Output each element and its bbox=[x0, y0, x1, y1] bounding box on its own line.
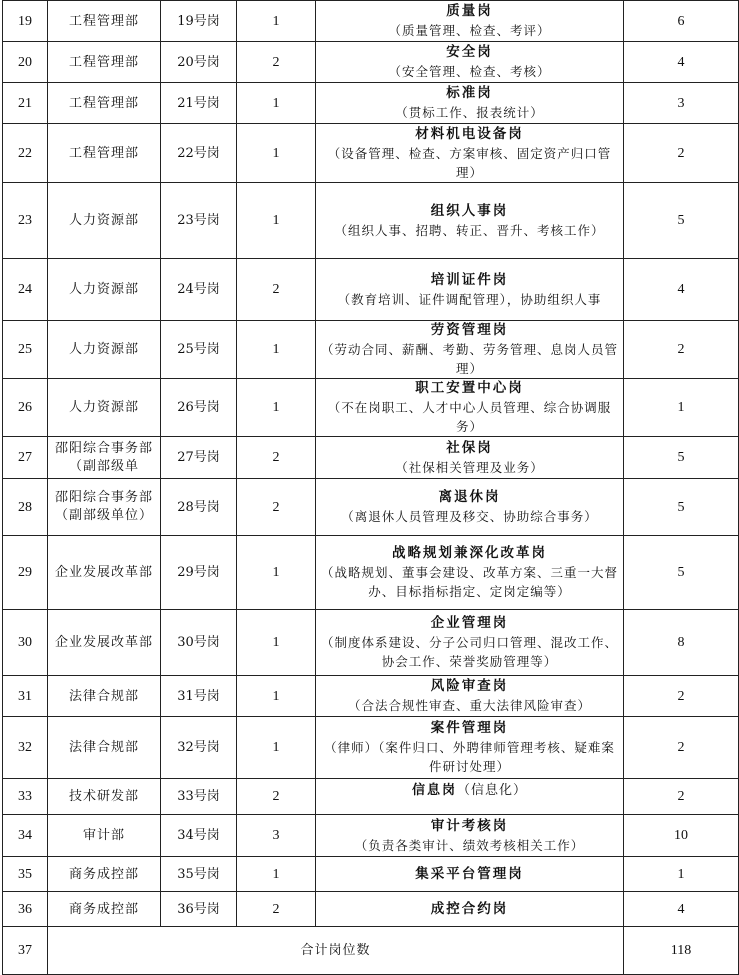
position-cell bbox=[316, 857, 624, 892]
headcount-cell: 1 bbox=[237, 717, 316, 779]
table-row bbox=[3, 124, 739, 183]
total-cell: 4 bbox=[624, 259, 739, 321]
total-cell: 3 bbox=[624, 83, 739, 124]
position-cell bbox=[316, 779, 624, 815]
headcount-cell: 1 bbox=[237, 610, 316, 676]
department-cell: 工程管理部 bbox=[48, 42, 161, 83]
position-description: （社保相关管理及业务） bbox=[395, 459, 544, 475]
position-description: （合法合规性审查、重大法律风险审查） bbox=[347, 698, 591, 713]
position-cell bbox=[316, 42, 624, 83]
position-cell bbox=[316, 379, 624, 437]
table-row bbox=[3, 83, 739, 124]
row-number: 30 bbox=[3, 610, 48, 676]
department-cell: 审计部 bbox=[48, 815, 161, 857]
summary-row bbox=[3, 927, 739, 975]
position-title: 企业管理岗 bbox=[430, 615, 509, 631]
position-code-cell: 24号岗 bbox=[161, 259, 237, 321]
table-row bbox=[3, 379, 739, 437]
summary-total: 118 bbox=[624, 927, 739, 975]
position-description: （制度体系建设、分子公司归口管理、混改工作、协会工作、荣誉奖励管理等） bbox=[320, 635, 618, 669]
headcount-cell: 1 bbox=[237, 536, 316, 610]
position-title: 集采平台管理岗 bbox=[415, 865, 524, 882]
row-number: 37 bbox=[3, 927, 48, 975]
position-cell bbox=[316, 815, 624, 857]
position-cell bbox=[316, 437, 624, 479]
position-description: （律师）（案件归口、外聘律师管理考核、疑难案件研讨处理） bbox=[324, 740, 615, 774]
position-code-cell: 32号岗 bbox=[161, 717, 237, 779]
headcount-cell: 2 bbox=[237, 479, 316, 536]
headcount-cell: 2 bbox=[237, 259, 316, 321]
position-title: 材料机电设备岗 bbox=[415, 125, 524, 142]
row-number: 26 bbox=[3, 379, 48, 437]
position-code-cell: 31号岗 bbox=[161, 676, 237, 717]
position-title: 职工安置中心岗 bbox=[415, 380, 524, 396]
department-cell: 邵阳综合事务部（副部级单位） bbox=[48, 479, 161, 536]
table-row bbox=[3, 321, 739, 379]
table-row bbox=[3, 479, 739, 536]
total-cell: 10 bbox=[624, 815, 739, 857]
table-row bbox=[3, 42, 739, 83]
row-number: 28 bbox=[3, 479, 48, 536]
department-cell: 人力资源部 bbox=[48, 183, 161, 259]
position-code-cell: 20号岗 bbox=[161, 42, 237, 83]
row-number: 35 bbox=[3, 857, 48, 892]
position-code-cell: 35号岗 bbox=[161, 857, 237, 892]
position-title: 战略规划兼深化改革岗 bbox=[392, 545, 547, 561]
position-code-cell: 21号岗 bbox=[161, 83, 237, 124]
table-row bbox=[3, 676, 739, 717]
position-description: （质量管理、检查、考评） bbox=[388, 23, 551, 38]
department-cell: 商务成控部 bbox=[48, 892, 161, 927]
position-title: 质量岗 bbox=[446, 3, 493, 19]
department-cell: 人力资源部 bbox=[48, 259, 161, 321]
row-number: 36 bbox=[3, 892, 48, 927]
position-cell bbox=[316, 536, 624, 610]
position-title: 组织人事岗 bbox=[430, 202, 509, 219]
table-row bbox=[3, 1, 739, 42]
position-description: （离退休人员管理及移交、协助综合事务） bbox=[341, 509, 598, 524]
position-code-cell: 25号岗 bbox=[161, 321, 237, 379]
headcount-cell: 2 bbox=[237, 437, 316, 479]
department-cell: 邵阳综合事务部（副部级单 bbox=[48, 437, 161, 479]
summary-label: 合计岗位数 bbox=[48, 927, 624, 975]
position-title: 风险审查岗 bbox=[430, 678, 509, 694]
department-cell: 法律合规部 bbox=[48, 676, 161, 717]
row-number: 27 bbox=[3, 437, 48, 479]
position-cell bbox=[316, 321, 624, 379]
headcount-cell: 1 bbox=[237, 124, 316, 183]
headcount-cell: 3 bbox=[237, 815, 316, 857]
total-cell: 2 bbox=[624, 124, 739, 183]
position-cell bbox=[316, 717, 624, 779]
row-number: 33 bbox=[3, 779, 48, 815]
position-code-cell: 19号岗 bbox=[161, 1, 237, 42]
position-code-cell: 23号岗 bbox=[161, 183, 237, 259]
position-cell bbox=[316, 892, 624, 927]
position-description: （教育培训、证件调配管理），协助组织人事 bbox=[337, 291, 602, 307]
positions-table bbox=[2, 0, 739, 975]
position-description: （负责各类审计、绩效考核相关工作） bbox=[354, 837, 585, 853]
department-cell: 商务成控部 bbox=[48, 857, 161, 892]
table-row bbox=[3, 536, 739, 610]
row-number: 21 bbox=[3, 83, 48, 124]
headcount-cell: 1 bbox=[237, 183, 316, 259]
total-cell: 2 bbox=[624, 717, 739, 779]
department-cell: 工程管理部 bbox=[48, 124, 161, 183]
total-cell: 5 bbox=[624, 437, 739, 479]
position-cell bbox=[316, 1, 624, 42]
department-cell: 人力资源部 bbox=[48, 321, 161, 379]
department-cell: 企业发展改革部 bbox=[48, 610, 161, 676]
position-description: （战略规划、董事会建设、改革方案、三重一大督办、目标指标指定、定岗定编等） bbox=[320, 565, 618, 599]
total-cell: 6 bbox=[624, 1, 739, 42]
position-cell bbox=[316, 676, 624, 717]
row-number: 25 bbox=[3, 321, 48, 379]
total-cell: 2 bbox=[624, 779, 739, 815]
department-cell: 技术研发部 bbox=[48, 779, 161, 815]
row-number: 32 bbox=[3, 717, 48, 779]
position-cell bbox=[316, 124, 624, 183]
position-cell bbox=[316, 610, 624, 676]
position-code-cell: 22号岗 bbox=[161, 124, 237, 183]
headcount-cell: 1 bbox=[237, 83, 316, 124]
department-cell: 企业发展改革部 bbox=[48, 536, 161, 610]
position-cell bbox=[316, 83, 624, 124]
headcount-cell: 2 bbox=[237, 892, 316, 927]
headcount-cell: 2 bbox=[237, 42, 316, 83]
total-cell: 4 bbox=[624, 42, 739, 83]
position-cell bbox=[316, 259, 624, 321]
table-row bbox=[3, 815, 739, 857]
position-title: 案件管理岗 bbox=[430, 720, 509, 736]
row-number: 20 bbox=[3, 42, 48, 83]
row-number: 31 bbox=[3, 676, 48, 717]
headcount-cell: 2 bbox=[237, 779, 316, 815]
position-title: 安全岗 bbox=[446, 44, 493, 60]
position-code-cell: 26号岗 bbox=[161, 379, 237, 437]
headcount-cell: 1 bbox=[237, 1, 316, 42]
position-description: （不在岗职工、人才中心人员管理、综合协调服务） bbox=[327, 400, 612, 434]
headcount-cell: 1 bbox=[237, 321, 316, 379]
total-cell: 5 bbox=[624, 183, 739, 259]
department-cell: 工程管理部 bbox=[48, 1, 161, 42]
row-number: 19 bbox=[3, 1, 48, 42]
row-number: 34 bbox=[3, 815, 48, 857]
total-cell: 1 bbox=[624, 379, 739, 437]
position-code-cell: 30号岗 bbox=[161, 610, 237, 676]
position-title: 培训证件岗 bbox=[430, 271, 509, 288]
total-cell: 5 bbox=[624, 536, 739, 610]
total-cell: 8 bbox=[624, 610, 739, 676]
headcount-cell: 1 bbox=[237, 857, 316, 892]
department-cell: 法律合规部 bbox=[48, 717, 161, 779]
position-code-cell: 28号岗 bbox=[161, 479, 237, 536]
position-code-cell: 27号岗 bbox=[161, 437, 237, 479]
position-description: （组织人事、招聘、转正、晋升、考核工作） bbox=[334, 222, 605, 238]
headcount-cell: 1 bbox=[237, 676, 316, 717]
row-number: 23 bbox=[3, 183, 48, 259]
department-cell: 工程管理部 bbox=[48, 83, 161, 124]
position-cell bbox=[316, 479, 624, 536]
total-cell: 2 bbox=[624, 676, 739, 717]
position-title: 劳资管理岗 bbox=[430, 322, 509, 338]
row-number: 29 bbox=[3, 536, 48, 610]
position-code-cell: 29号岗 bbox=[161, 536, 237, 610]
position-description: （劳动合同、薪酬、考勤、劳务管理、息岗人员管理） bbox=[320, 342, 618, 376]
position-description: （设备管理、检查、方案审核、固定资产归口管理） bbox=[327, 145, 612, 180]
table-row bbox=[3, 857, 739, 892]
table-row bbox=[3, 892, 739, 927]
position-title: 社保岗 bbox=[446, 439, 493, 456]
position-code-cell: 33号岗 bbox=[161, 779, 237, 815]
position-description: （信息化） bbox=[457, 783, 528, 798]
department-cell: 人力资源部 bbox=[48, 379, 161, 437]
position-title: 审计考核岗 bbox=[430, 817, 509, 834]
position-title: 标准岗 bbox=[446, 85, 493, 101]
table-body bbox=[3, 1, 739, 975]
position-title: 离退休岗 bbox=[438, 489, 501, 505]
position-description: （贯标工作、报表统计） bbox=[395, 105, 544, 120]
table-row bbox=[3, 183, 739, 259]
table-row bbox=[3, 610, 739, 676]
total-cell: 2 bbox=[624, 321, 739, 379]
table-row bbox=[3, 717, 739, 779]
position-code-cell: 36号岗 bbox=[161, 892, 237, 927]
position-title: 信息岗 bbox=[411, 783, 457, 798]
table-row bbox=[3, 437, 739, 479]
row-number: 22 bbox=[3, 124, 48, 183]
position-code-cell: 34号岗 bbox=[161, 815, 237, 857]
table-row bbox=[3, 779, 739, 815]
total-cell: 4 bbox=[624, 892, 739, 927]
total-cell: 1 bbox=[624, 857, 739, 892]
table-row bbox=[3, 259, 739, 321]
total-cell: 5 bbox=[624, 479, 739, 536]
headcount-cell: 1 bbox=[237, 379, 316, 437]
position-description: （安全管理、检查、考核） bbox=[388, 64, 551, 79]
row-number: 24 bbox=[3, 259, 48, 321]
position-title: 成控合约岗 bbox=[430, 900, 509, 917]
position-cell bbox=[316, 183, 624, 259]
